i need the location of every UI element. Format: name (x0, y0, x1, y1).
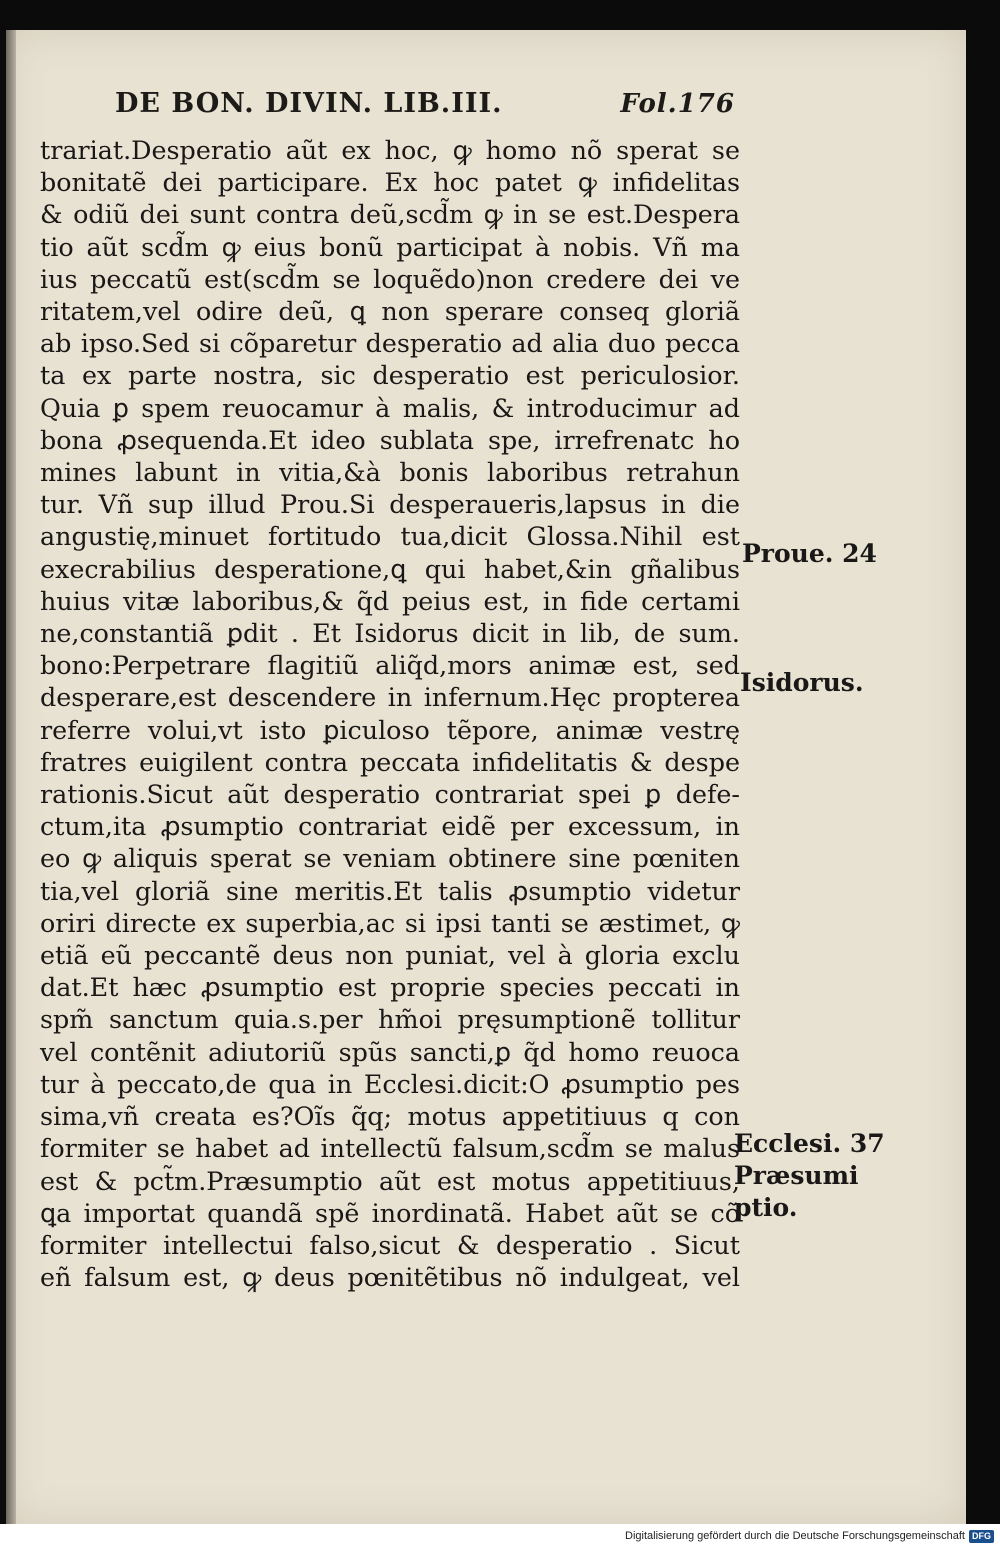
text-line: tio aũt scd̃m ꝙ eius bonũ participat à nobis. Vñ ma (40, 231, 740, 262)
margin-note-proue: Proue. 24 (742, 539, 877, 568)
text-line: bona ꝓsequenda.Et ideo sublata spe, irrefrenatc ho (40, 424, 740, 455)
text-line: rationis.Sicut aũt desperatio contrariat spei ꝑ defe- (40, 779, 740, 810)
text-line: bonitatẽ dei participare. Ex hoc patet ꝙ infidelitas (40, 167, 740, 198)
text-line: fratres euigilent contra peccata infidelitatis & despe (40, 746, 740, 777)
text-line: eo ꝙ aliquis sperat se veniam obtinere sine pœniten (40, 843, 740, 874)
text-line: eñ falsum est, ꝙ deus pœnitẽtibus nõ indulgeat, vel (40, 1262, 740, 1293)
text-line: ius peccatũ est(scd̃m se loquẽdo)non credere dei ve (40, 263, 740, 294)
text-line: ꝗa importat quandã spẽ inordinatã. Habet aũt se cõ (40, 1197, 740, 1228)
margin-note-praesumptio-1: Præsumi (734, 1161, 859, 1190)
text-line: ta ex parte nostra, sic desperatio est periculosior. (40, 360, 740, 391)
text-line: tur. Vñ sup illud Prou.Si desperaueris,lapsus in die (40, 489, 740, 520)
text-line: ne,constantiã ꝑdit . Et Isidorus dicit in lib, de sum. (40, 618, 740, 649)
footer-credit-bar (0, 1524, 1000, 1548)
text-line: formiter intellectui falso,sicut & desperatio . Sicut (40, 1229, 740, 1260)
running-header (115, 88, 735, 119)
text-line: desperare,est descendere in infernum.Hęc propterea (40, 682, 740, 713)
text-line: ritatem,vel odire deũ, ꝗ non sperare conseq gloriã (40, 296, 740, 327)
text-line: formiter se habet ad intellectũ falsum,scd̃m se malus (40, 1133, 740, 1164)
text-line: oriri directe ex superbia,ac si ipsi tanti se æstimet, ꝙ (40, 907, 740, 938)
text-line: ctum,ita ꝓsumptio contrariat eidẽ per excessum, in (40, 811, 740, 842)
text-line: dat.Et hæc ꝓsumptio est proprie species peccati in (40, 972, 740, 1003)
margin-note-eccles: Ecclesi. 37 (734, 1129, 885, 1158)
text-line: est & pct̃m.Præsumptio aũt est motus appetitiuus, (40, 1165, 740, 1196)
dfg-logo: DFG (969, 1530, 994, 1543)
text-line: spm̃ sanctum quia.s.per hm̃oi pręsumptionẽ tollitur (40, 1004, 740, 1035)
text-line: & odiũ dei sunt contra deũ,scd̃m ꝙ in se est.Desperа (40, 199, 740, 230)
margin-note-isidorus: Isidorus. (740, 668, 864, 697)
body-text (40, 134, 740, 1293)
text-line: tia,vel gloriã sine meritis.Et talis ꝓsumptio videtur (40, 875, 740, 906)
text-line: angustię,minuet fortitudo tua,dicit Glossa.Nihil est (40, 521, 740, 552)
folio-number: Fol.176 (620, 89, 735, 119)
text-line: huius vitæ laboribus,& q̃d peius est, in fide certami (40, 585, 740, 616)
text-line: referre volui,vt isto ꝑiculoso tẽpore, animæ vestrę (40, 714, 740, 745)
text-line: ab ipso.Sed si cõparetur desperatio ad alia duo pecca (40, 328, 740, 359)
text-line: Quia ꝑ spem reuocamur à malis, & introducimur ad (40, 392, 740, 423)
text-line: bono:Perpetrare flagitiũ aliq̃d,mors animæ est, sed (40, 650, 740, 681)
book-spine-shadow (6, 30, 16, 1524)
text-line: execrabilius desperatione,ꝗ qui habet,&in gñalibus (40, 553, 740, 584)
text-line: trariat.Desperatio aũt ex hoc, ꝙ homo nõ sperat se (40, 135, 740, 165)
text-line: etiã eũ peccantẽ deus non puniat, vel à gloria exclu (40, 940, 740, 971)
text-line: vel contẽnit adiutoriũ spũs sancti,ꝑ q̃d homo reuoca (40, 1036, 740, 1067)
margin-note-praesumptio-2: ptio. (734, 1193, 798, 1222)
footer-credit: Digitalisierung gefördert durch die Deutsche Forschungsgemeinschaft (625, 1530, 965, 1542)
text-line: tur à peccato,de qua in Ecclesi.dicit:O ꝓsumptio pes (40, 1068, 740, 1099)
text-line: sima,vñ creata es?Oĩs q̃q; motus appetitiuus q con (40, 1101, 740, 1132)
running-title: DE BON. DIVIN. LIB.III. (115, 88, 503, 119)
text-line: mines labunt in vitia,&à bonis laboribus retrahun (40, 457, 740, 488)
